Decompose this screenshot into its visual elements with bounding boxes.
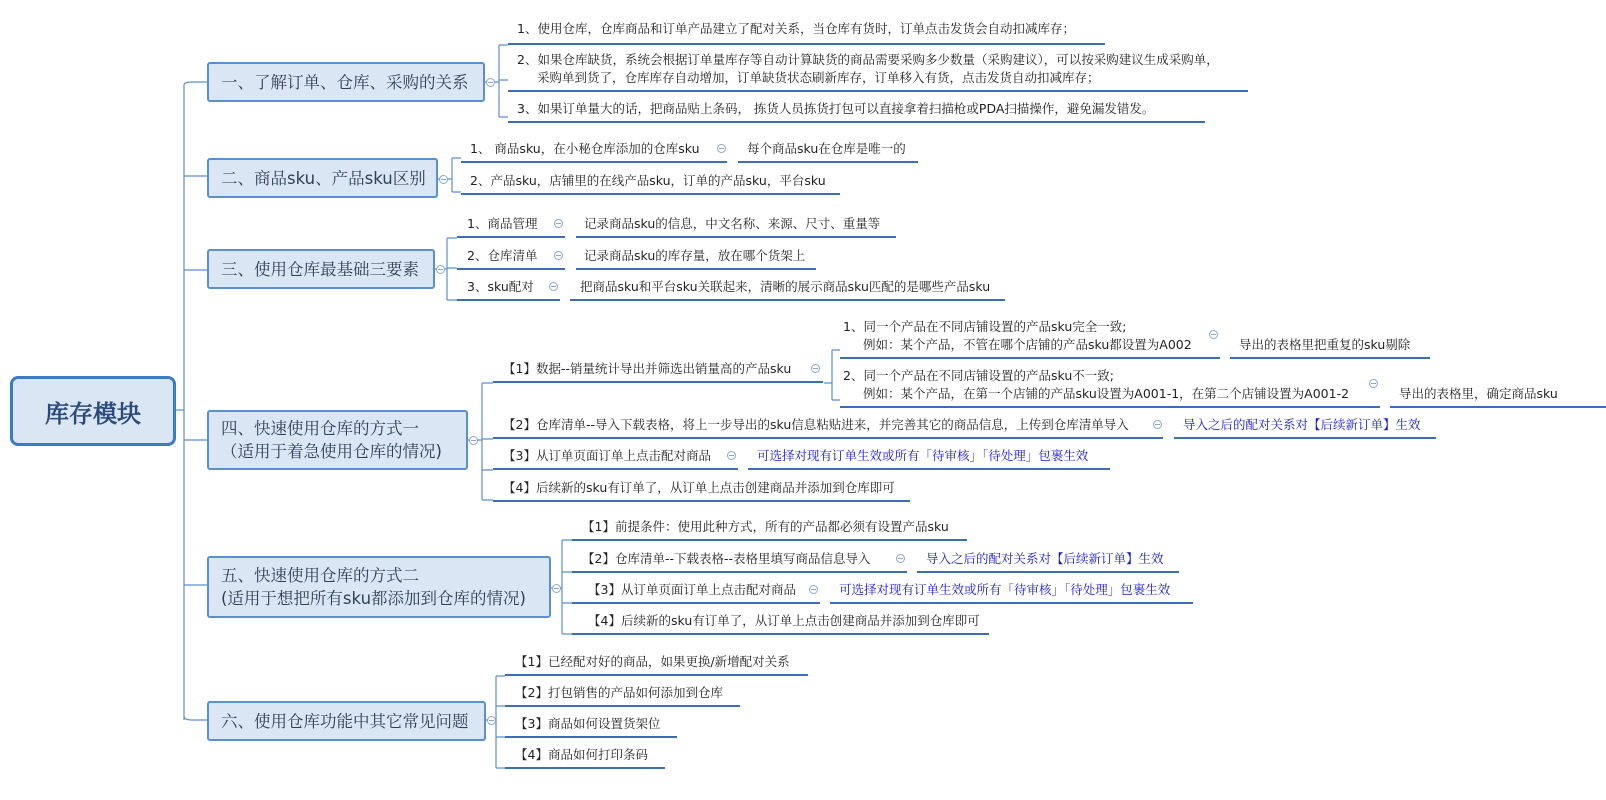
note-text[interactable]: 可选择对现有订单生效或所有「待审核」「待处理」包裹生效 [839,582,1171,597]
collapse-toggle-icon[interactable] [896,554,905,563]
subtopic-text[interactable]: 【4】后续新的sku有订单了，从订单上点击创建商品并添加到仓库即可 [503,480,895,495]
collapse-toggle-icon[interactable] [436,265,445,274]
collapse-toggle-icon[interactable] [487,716,496,725]
subtopic-text[interactable]: 【2】仓库清单--导入下载表格，将上一步导出的sku信息粘贴进来，并完善其它的商品信息，上传到仓库清单导入 [503,417,1129,432]
collapse-toggle-icon[interactable] [1209,330,1218,339]
subtopic-text[interactable]: 2、仓库清单 [467,248,538,263]
subtopic-text[interactable]: 1、商品管理 [467,216,538,231]
subtopic-text[interactable]: 2、同一个产品在不同店铺设置的产品sku不一致; [843,368,1114,383]
underline [576,236,896,238]
underline [508,90,1248,92]
underline [505,736,677,738]
topic-label-line1: 四、快速使用仓库的方式一 [221,419,419,438]
note-text[interactable]: 记录商品sku的库存量，放在哪个货架上 [584,248,806,263]
underline [493,381,823,383]
subtopic-text[interactable]: 1、 商品sku，在小秘仓库添加的仓库sku [470,141,700,156]
underline [576,268,816,270]
underline [457,236,565,238]
subtopic-text[interactable]: 1、同一个产品在不同店铺设置的产品sku完全一致; [843,319,1127,334]
subtopic-text[interactable]: 3、如果订单量大的话，把商品贴上条码， 拣货人员拣货打包可以直接拿着扫描枪或PDA扫描操作，避免漏发错发。 [517,101,1155,116]
note-text[interactable]: 导入之后的配对关系对【后续新订单】生效 [926,551,1164,566]
underline [572,539,967,541]
topic-common-questions[interactable] [207,701,486,741]
topic-label: 二、商品sku、产品sku区别 [221,168,426,188]
root-topic[interactable]: 库存模块 [10,376,176,446]
underline [1174,437,1436,439]
underline [461,161,727,163]
subtopic-text[interactable]: 【3】商品如何设置货架位 [515,716,661,731]
subtopic-text[interactable]: 例如：某个产品，在第一个店铺的产品sku设置为A001-1，在第二个店铺设置为A001-2 [863,386,1350,401]
topic-label: 六、使用仓库功能中其它常见问题 [221,711,469,731]
topic-quick-method-one[interactable] [207,410,468,470]
subtopic-text[interactable]: 【1】已经配对好的商品，如果更换/新增配对关系 [515,654,790,669]
underline [493,500,910,502]
underline [738,161,918,163]
collapse-toggle-icon[interactable] [1369,379,1378,388]
collapse-toggle-icon[interactable] [486,78,495,87]
topic-label-line1: 五、快速使用仓库的方式二 [221,566,419,585]
subtopic-text[interactable]: 【3】从订单页面订单上点击配对商品 [588,582,796,597]
underline [1390,406,1606,408]
collapse-toggle-icon[interactable] [554,219,563,228]
topic-label-line2: （适用于着急使用仓库的情况) [221,442,442,461]
subtopic-text[interactable]: 【4】后续新的sku有订单了，从订单上点击创建商品并添加到仓库即可 [588,613,980,628]
subtopic-text[interactable]: 例如：某个产品，不管在哪个店铺的产品sku都设置为A002 [863,337,1192,352]
underline [830,602,1193,604]
underline [457,299,560,301]
topic-label-line2: (适用于想把所有sku都添加到仓库的情况) [221,589,526,608]
subtopic-text[interactable]: 【4】商品如何打印条码 [515,747,648,762]
topic-quick-method-two[interactable] [207,556,551,618]
underline [572,602,820,604]
underline [840,406,1380,408]
underline [461,193,840,195]
underline [493,437,1163,439]
underline [748,468,1110,470]
subtopic-text[interactable]: 【1】前提条件：使用此种方式，所有的产品都必须有设置产品sku [582,519,949,534]
subtopic-text[interactable]: 【1】数据--销量统计导出并筛选出销量高的产品sku [503,361,792,376]
underline [1230,357,1430,359]
collapse-toggle-icon[interactable] [809,585,818,594]
subtopic-text[interactable]: 2、产品sku，店铺里的在线产品sku，订单的产品sku，平台sku [470,173,826,188]
collapse-toggle-icon[interactable] [439,175,448,184]
underline [505,767,665,769]
note-text[interactable]: 导出的表格里，确定商品sku [1399,386,1558,401]
underline [572,633,989,635]
collapse-toggle-icon[interactable] [554,251,563,260]
underline [570,299,1005,301]
collapse-toggle-icon[interactable] [727,451,736,460]
collapse-toggle-icon[interactable] [717,144,726,153]
subtopic-text[interactable]: 【3】从订单页面订单上点击配对商品 [503,448,711,463]
subtopic-text[interactable]: 【2】打包销售的产品如何添加到仓库 [515,685,723,700]
underline [508,121,1205,123]
underline [917,571,1179,573]
topic-order-warehouse-purchase[interactable] [207,62,485,102]
note-text[interactable]: 可选择对现有订单生效或所有「待审核」「待处理」包裹生效 [757,448,1089,463]
underline [572,571,907,573]
topic-sku-difference[interactable] [207,158,438,198]
note-text[interactable]: 把商品sku和平台sku关联起来，清晰的展示商品sku匹配的是哪些产品sku [580,279,991,294]
collapse-toggle-icon[interactable] [469,436,478,445]
collapse-toggle-icon[interactable] [549,282,558,291]
collapse-toggle-icon[interactable] [811,364,820,373]
topic-three-basics[interactable] [207,249,435,289]
note-text[interactable]: 记录商品sku的信息，中文名称、来源、尺寸、重量等 [584,216,881,231]
note-text[interactable]: 每个商品sku在仓库是唯一的 [747,141,906,156]
note-text[interactable]: 导入之后的配对关系对【后续新订单】生效 [1183,417,1421,432]
subtopic-text[interactable]: 2、如果仓库缺货，系统会根据订单量库存等自动计算缺货的商品需要采购多少数量（采购建议），可以按采购建议生成采购单， [517,52,1219,67]
subtopic-text[interactable]: 1、使用仓库，仓库商品和订单产品建立了配对关系，当仓库有货时，订单点击发货会自动扣减库存； [517,21,1075,36]
underline [840,357,1220,359]
subtopic-text[interactable]: 3、sku配对 [467,279,534,294]
collapse-toggle-icon[interactable] [552,584,561,593]
subtopic-text[interactable]: 【2】仓库清单--下载表格--表格里填写商品信息导入 [582,551,871,566]
underline [457,268,565,270]
subtopic-text[interactable]: 采购单到货了，仓库库存自动增加，订单缺货状态刷新库存，订单移入有货，点击发货自动扣减库存； [537,70,1100,85]
note-text[interactable]: 导出的表格里把重复的sku剔除 [1239,337,1411,352]
collapse-toggle-icon[interactable] [1153,420,1162,429]
underline [505,705,740,707]
underline [505,674,808,676]
topic-label: 一、了解订单、仓库、采购的关系 [221,72,469,92]
topic-label: 三、使用仓库最基础三要素 [221,259,419,279]
underline [508,43,1105,45]
underline [493,468,738,470]
